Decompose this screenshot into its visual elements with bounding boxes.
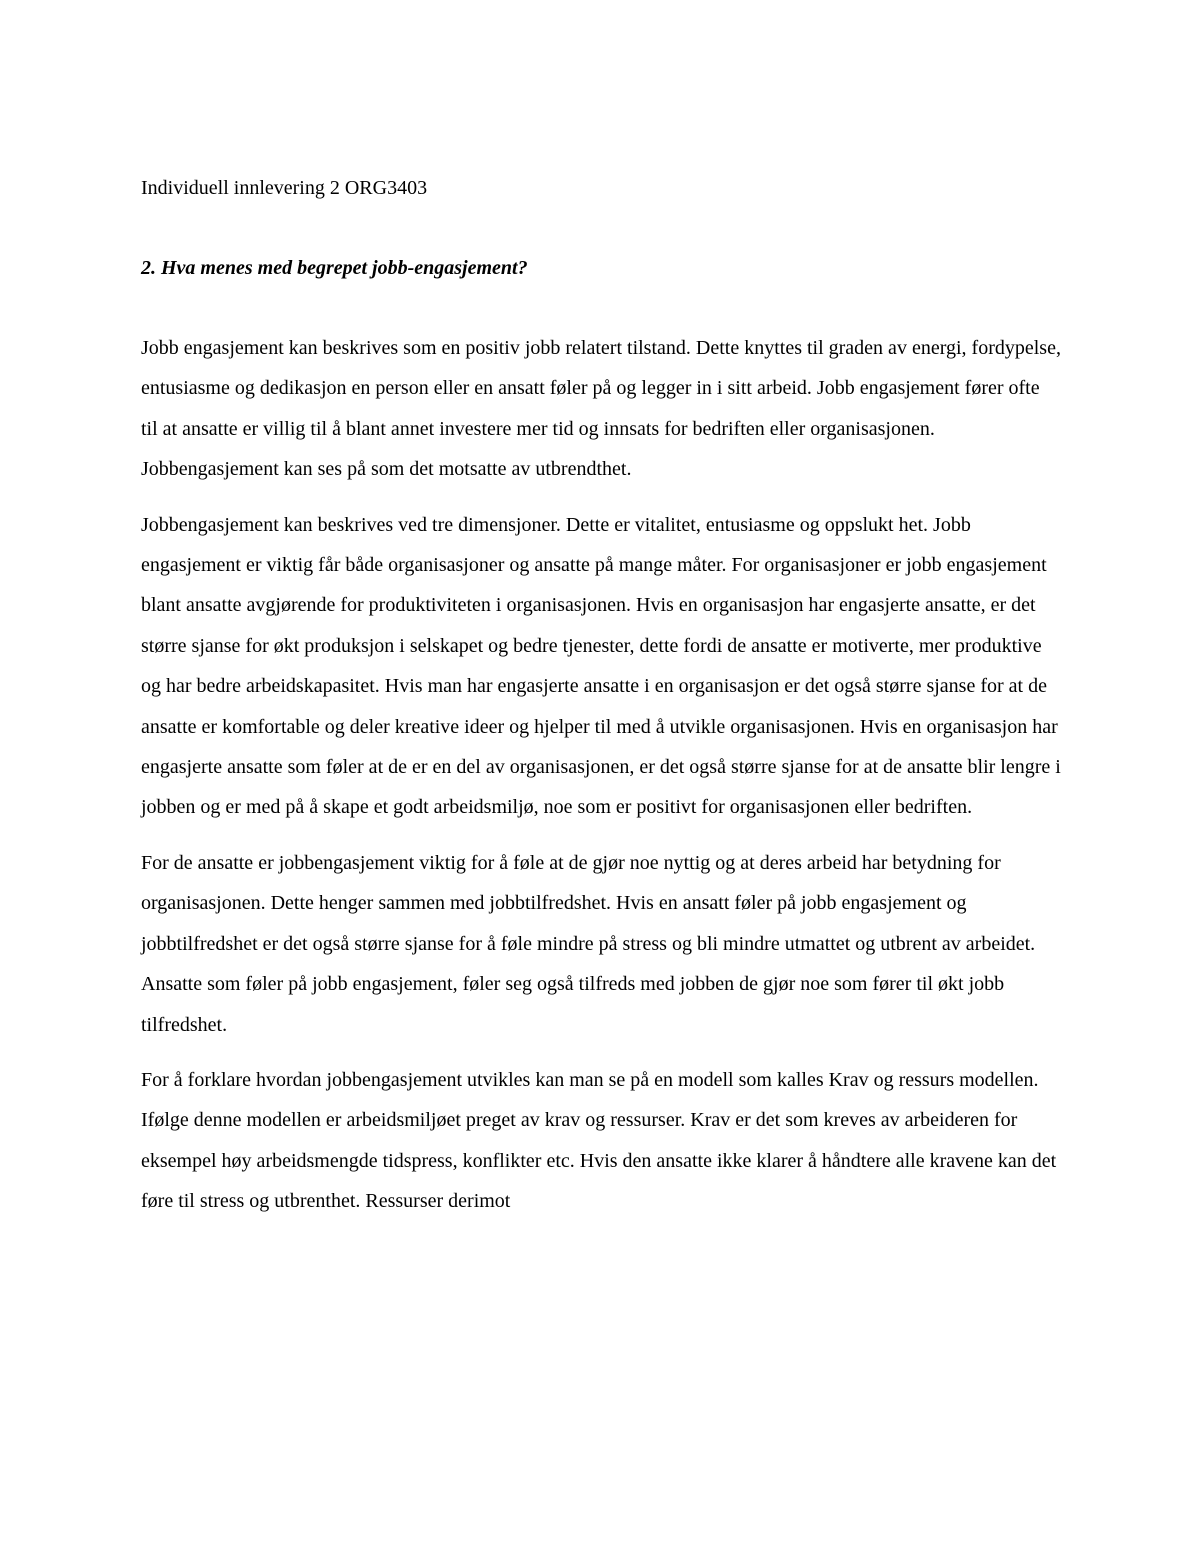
- document-title: Individuell innlevering 2 ORG3403: [141, 177, 428, 199]
- paragraph-3: For de ansatte er jobbengasjement viktig for å føle at de gjør noe nyttig og at deres arbeid har betydning for organisasjonen. Dette henger sammen med jobbtilfredshet. Hvis en ansatt føler på jobb engasjement og jobbtilfredshet er det også større sjanse for å føle mindre på stress og bli mindre utmattet og utbrent av arbeidet. Ansatte som føler på jobb engasjement, føler seg også tilfreds med jobben de gjør noe som fører til økt jobb tilfredshet.: [141, 851, 1036, 1036]
- paragraph-1: Jobb engasjement kan beskrives som en positiv jobb relatert tilstand. Dette knyttes til graden av energi, fordypelse, entusiasme og dedikasjon en person eller en ansatt føler på og legger in i sitt arbeid. Jobb engasjement fører ofte til at ansatte er villig til å blant annet investere mer tid og innsats for bedriften eller organisasjonen. Jobbengasjement kan ses på som det motsatte av utbrendthet.: [141, 337, 1061, 481]
- question-heading: 2. Hva menes med begrepet jobb-engasjement?: [141, 257, 528, 279]
- paragraph-4: For å forklare hvordan jobbengasjement utvikles kan man se på en modell som kalles Krav og ressurs modellen. Ifølge denne modellen er arbeidsmiljøet preget av krav og ressurser. Krav er det som kreves av arbeideren for eksempel høy arbeidsmengde tidspress, konflikter etc. Hvis den ansatte ikke klarer å håndtere alle kravene kan det føre til stress og utbrenthet. Ressurser derimot: [141, 1068, 1057, 1213]
- document-body: [141, 168, 1061, 1237]
- paragraph-2: Jobbengasjement kan beskrives ved tre dimensjoner. Dette er vitalitet, entusiasme og oppslukt het. Jobb engasjement er viktig får både organisasjoner og ansatte på mange måter. For organisasjoner er jobb engasjement blant ansatte avgjørende for produktiviteten i organisasjonen. Hvis en organisasjon har engasjerte ansatte, er det større sjanse for økt produksjon i selskapet og bedre tjenester, dette fordi de ansatte er motiverte, mer produktive og har bedre arbeidskapasitet. Hvis man har engasjerte ansatte i en organisasjon er det også større sjanse for at de ansatte er komfortable og deler kreative ideer og hjelper til med å utvikle organisasjonen. Hvis en organisasjon har engasjerte ansatte som føler at de er en del av organisasjonen, er det også større sjanse for at de ansatte blir lengre i jobben og er med på å skape et godt arbeidsmiljø, noe som er positivt for organisasjonen eller bedriften.: [141, 513, 1061, 819]
